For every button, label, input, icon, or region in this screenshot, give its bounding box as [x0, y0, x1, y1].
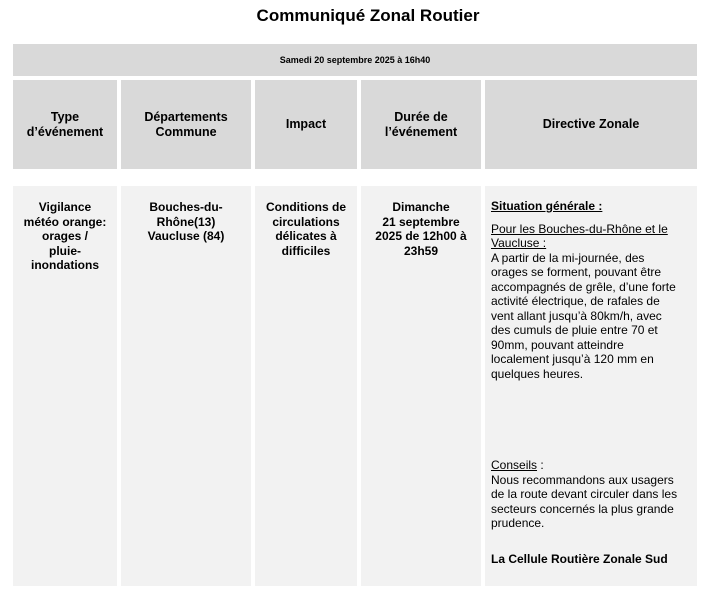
header-type-line: Type	[50, 109, 80, 124]
header-duree	[361, 80, 481, 169]
cell-departements-line: Bouches-du-	[149, 200, 223, 214]
conseils-line: de la route devant circuler dans les	[491, 487, 678, 501]
area-line: Vaucluse :	[491, 236, 547, 250]
situation-line: activité électrique, de rafales de	[491, 294, 660, 308]
cell-duree-line: Dimanche	[392, 200, 450, 214]
header-impact-label: Impact	[285, 117, 327, 131]
cell-type-line: météo orange:	[23, 214, 107, 229]
cell-impact	[255, 186, 357, 586]
cell-duree-line: 23h59	[403, 243, 439, 258]
cell-duree-line: 21 septembre	[382, 214, 460, 229]
cell-impact-line: difficiles	[281, 243, 331, 258]
cell-type-line: orages /	[41, 229, 89, 243]
cell-type-line: Vigilance	[38, 200, 92, 214]
conseils-line: Nous recommandons aux usagers	[491, 472, 674, 487]
conseils-colon: :	[537, 458, 544, 472]
header-departements-line: Départements	[144, 109, 228, 124]
header-duree-line: l’événement	[384, 124, 458, 139]
header-type	[13, 80, 117, 169]
page-title: Communiqué Zonal Routier	[256, 6, 480, 25]
cell-impact-line: Conditions de	[266, 200, 346, 214]
area-line: Pour les Bouches-du-Rhône et le	[491, 221, 668, 236]
cell-type-line: pluie-	[49, 243, 81, 258]
conseils-line: secteurs concernés la plus grande	[491, 501, 674, 516]
situation-line: orages se forment, pouvant être	[491, 265, 662, 279]
cell-type	[13, 186, 117, 586]
situation-line: 90mm, pouvant atteindre	[491, 337, 624, 352]
cell-impact-line: délicates à	[275, 229, 337, 243]
header-directive-label: Directive Zonale	[542, 117, 640, 131]
header-directive	[485, 80, 697, 169]
cell-departements-line: Vaucluse (84)	[147, 229, 225, 243]
header-departements-line: Commune	[155, 124, 217, 139]
header-duree-line: Durée de	[394, 109, 448, 124]
cell-directive	[485, 186, 697, 586]
cell-type-line: inondations	[31, 258, 99, 272]
situation-line: quelques heures.	[491, 366, 584, 381]
situation-line: vent allant jusqu’à 80km/h, avec	[491, 308, 662, 323]
conseils-title	[491, 458, 691, 473]
cell-duree	[361, 186, 481, 586]
situation-title: Situation générale :	[491, 199, 603, 213]
conseils-title-text: Conseils	[491, 458, 538, 472]
cell-duree-line: 2025 de 12h00 à	[375, 229, 467, 243]
header-impact	[255, 80, 357, 169]
header-departements	[121, 80, 251, 169]
situation-line: A partir de la mi-journée, des	[491, 250, 645, 265]
cell-departements	[121, 186, 251, 586]
header-type-line: d’événement	[26, 124, 104, 139]
cell-departements-line: Rhône(13)	[156, 214, 216, 229]
situation-line: des cumuls de pluie entre 70 et	[491, 323, 658, 337]
conseils-line: prudence.	[491, 516, 545, 530]
date-banner: Samedi 20 septembre 2025 à 16h40	[13, 44, 697, 76]
signature: La Cellule Routière Zonale Sud	[491, 551, 668, 566]
situation-line: localement jusqu’à 120 mm en	[491, 352, 654, 366]
cell-impact-line: circulations	[272, 214, 340, 229]
situation-line: accompagnés de grêle, d’une forte	[491, 279, 676, 294]
